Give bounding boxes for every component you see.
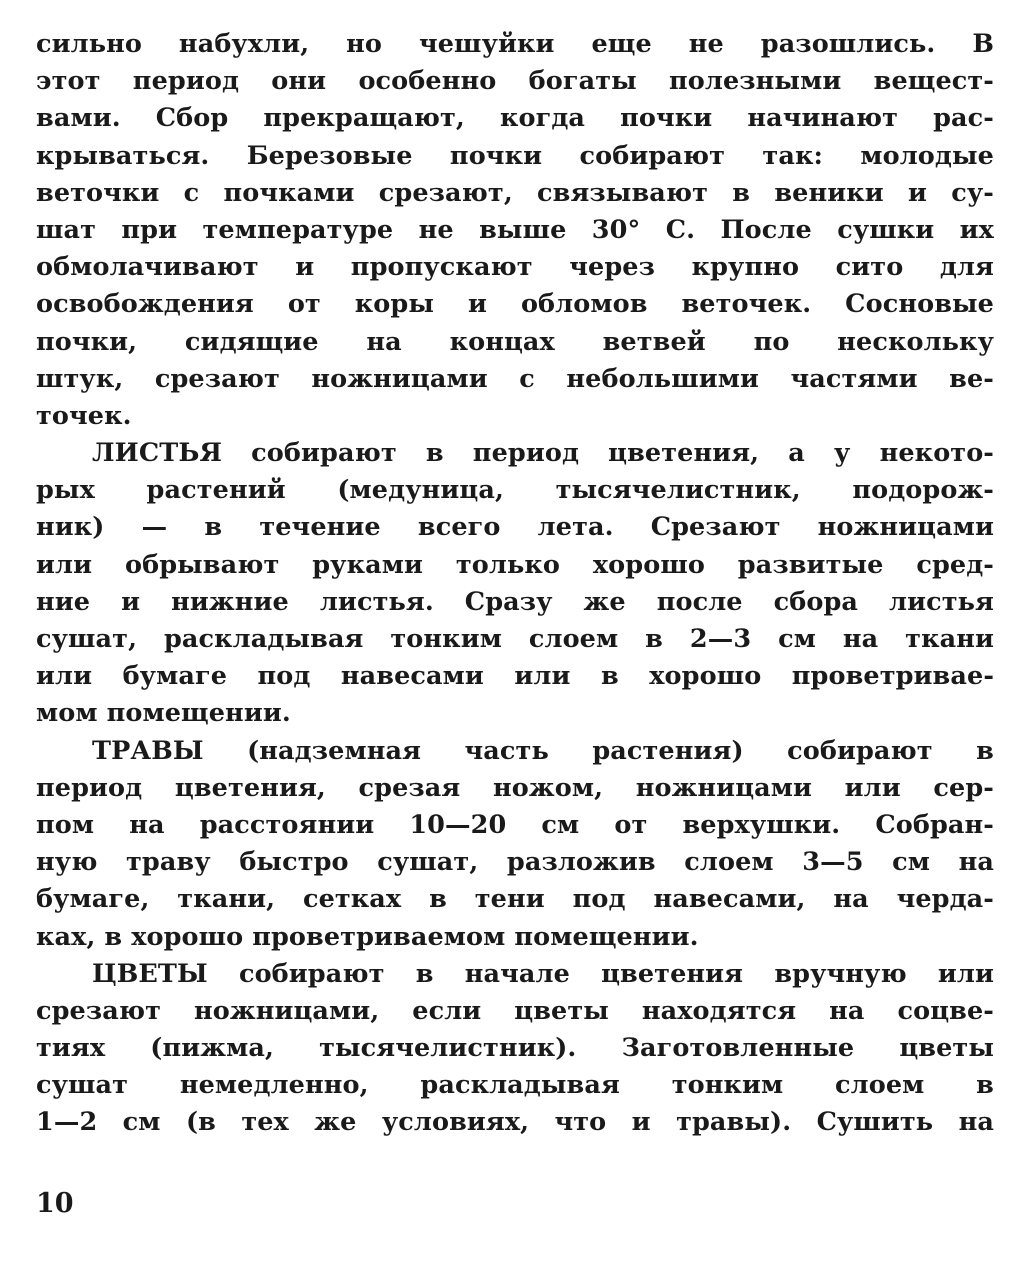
text-line: ную траву быстро сушат, разложив слоем 3—5 см на [36, 847, 994, 878]
paragraph-start-flowers: ЦВЕТЫ собирают в начале цветения вручную или [92, 958, 994, 989]
text-line: этот период они особенно богаты полезными вещест- [36, 66, 994, 97]
text-line: период цветения, срезая ножом, ножницами или сер- [36, 772, 994, 803]
paragraph-start-leaves: ЛИСТЬЯ собирают в период цветения, а у некото- [92, 438, 994, 469]
text-line: почки, сидящие на концах ветвей по нескольку [36, 326, 994, 357]
text-line: ках, в хорошо проветриваемом помещении. [36, 921, 699, 952]
text-line: 1—2 см (в тех же условиях, что и травы). Сушить на [36, 1107, 994, 1138]
text-line: веточки с почками срезают, связывают в веники и су- [36, 177, 994, 208]
paragraph-start-herbs: ТРАВЫ (надземная часть растения) собирают в [92, 735, 994, 766]
text-line: освобождения от коры и обломов веточек. Сосновые [36, 289, 994, 320]
text-line: тиях (пижма, тысячелистник). Заготовленные цветы [36, 1033, 994, 1064]
text-line: сушат, раскладывая тонким слоем в 2—3 см на ткани [36, 624, 994, 654]
text-line: обмолачивают и пропускают через крупно сито для [36, 252, 994, 283]
text-line: рых растений (медуница, тысячелистник, подорож- [36, 475, 994, 506]
text-line: сушат немедленно, раскладывая тонким слоем в [36, 1070, 994, 1101]
text-line: мом помещении. [36, 698, 291, 729]
text-line: пом на расстоянии 10—20 см от верхушки. Собран- [36, 809, 994, 840]
text-line: сильно набухли, но чешуйки еще не разошлись. В [36, 29, 994, 59]
text-line: или обрывают руками только хорошо развитые сред- [36, 549, 994, 580]
page-number: 10 [36, 1188, 74, 1219]
text-line: точек. [36, 400, 132, 431]
text-line: шат при температуре не выше 30° С. После сушки их [36, 214, 994, 245]
text-line: срезают ножницами, если цветы находятся на соцве- [36, 995, 994, 1026]
text-line: бумаге, ткани, сетках в тени под навесами, на черда- [36, 884, 994, 915]
text-line: вами. Сбор прекращают, когда почки начинают рас- [36, 103, 994, 134]
body-text [36, 26, 994, 1142]
text-line: или бумаге под навесами или в хорошо проветривае- [36, 661, 994, 692]
text-line: крываться. Березовые почки собирают так: молодые [36, 140, 994, 171]
text-line: ние и нижние листья. Сразу же после сбора листья [36, 586, 994, 617]
text-line: штук, срезают ножницами с небольшими частями ве- [36, 363, 994, 394]
text-line: ник) — в течение всего лета. Срезают ножницами [36, 512, 994, 543]
